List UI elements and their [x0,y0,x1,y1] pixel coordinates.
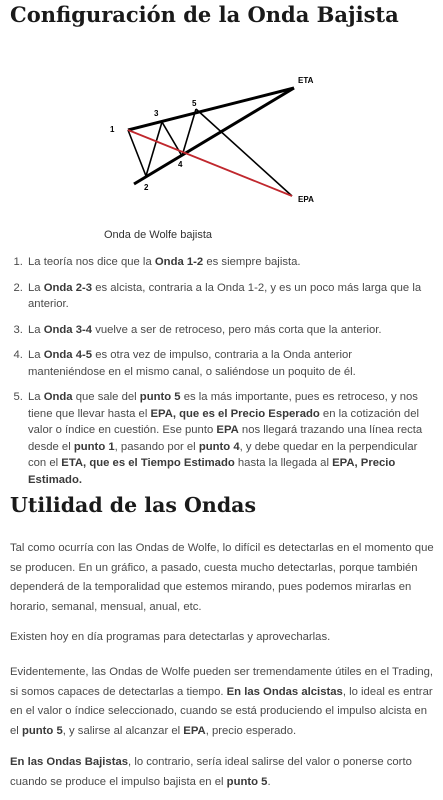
paragraph-detection: Tal como ocurría con las Ondas de Wolfe, lo difícil es detectarlas en el momento que se producen. En un gráfico, a pasado, cuesta mucho detectarlas, porque también dependerá de la temporalidad que estemos mirando, pues podemos mirarlas en horario, semanal, mensual, anual, etc. [10,542,434,613]
paragraph-trading: Evidentemente, las Ondas de Wolfe pueden ser tremendamente útiles en el Trading, si somos capaces de detectarlas a tiempo. En las Ondas alcistas, lo ideal es entrar en el valor o índice seleccionado, cuando se está produciendo el impulso alcista en el punto 5, y salirse al alcanzar el EPA, precio esperado. [10,666,434,737]
paragraph-programs: Existen hoy en día programas para detectarlas y aprovecharlas. [10,631,331,643]
diagram-caption: Onda de Wolfe bajista [104,229,213,241]
list-item: 5. La Onda que sale del punto 5 es la más importante, pues es retroceso, y nos tiene que llevar hasta el EPA, que es el Precio Esperado en la cotización del valor o índice en cuestión. Ese punto EPA nos llegará trazando una línea recta desde el punto 1, pasando por el punto 4, y debe quedar en la perpendicular con el ETA, que es el Tiempo Estimado hasta la llegada al EPA, Precio Estimado. [26,389,430,488]
section-title-configuracion: Configuración de la Onda Bajista [10,2,399,27]
label-point-3: 3 [154,109,159,118]
label-eta: ETA [298,76,314,85]
wave-steps-list [0,254,430,497]
wolfe-wave-diagram [96,68,336,218]
paragraph-bajistas: En las Ondas Bajistas, lo contrario, sería ideal salirse del valor o ponerse corto cuando se produce el impulso bajista en el punto 5. [10,756,412,788]
label-epa: EPA [298,195,314,204]
label-point-4: 4 [178,160,183,169]
label-point-5: 5 [192,99,197,108]
list-item: 1. La teoría nos dice que la Onda 1-2 es siempre bajista. [26,254,430,271]
list-item: 4. La Onda 4-5 es otra vez de impulso, contraria a la Onda anterior manteniéndose en el mismo canal, o saliéndose un poquito de él. [26,347,430,380]
label-point-1: 1 [110,125,115,134]
upper-channel-line [128,88,294,130]
label-point-2: 2 [144,183,149,192]
list-item: 3. La Onda 3-4 vuelve a ser de retroceso, pero más corta que la anterior. [26,322,430,339]
list-item: 2. La Onda 2-3 es alcista, contraria a la Onda 1-2, y es un poco más larga que la anterior. [26,280,430,313]
wave-5-epa [196,109,292,196]
section-title-utilidad: Utilidad de las Ondas [10,493,256,517]
